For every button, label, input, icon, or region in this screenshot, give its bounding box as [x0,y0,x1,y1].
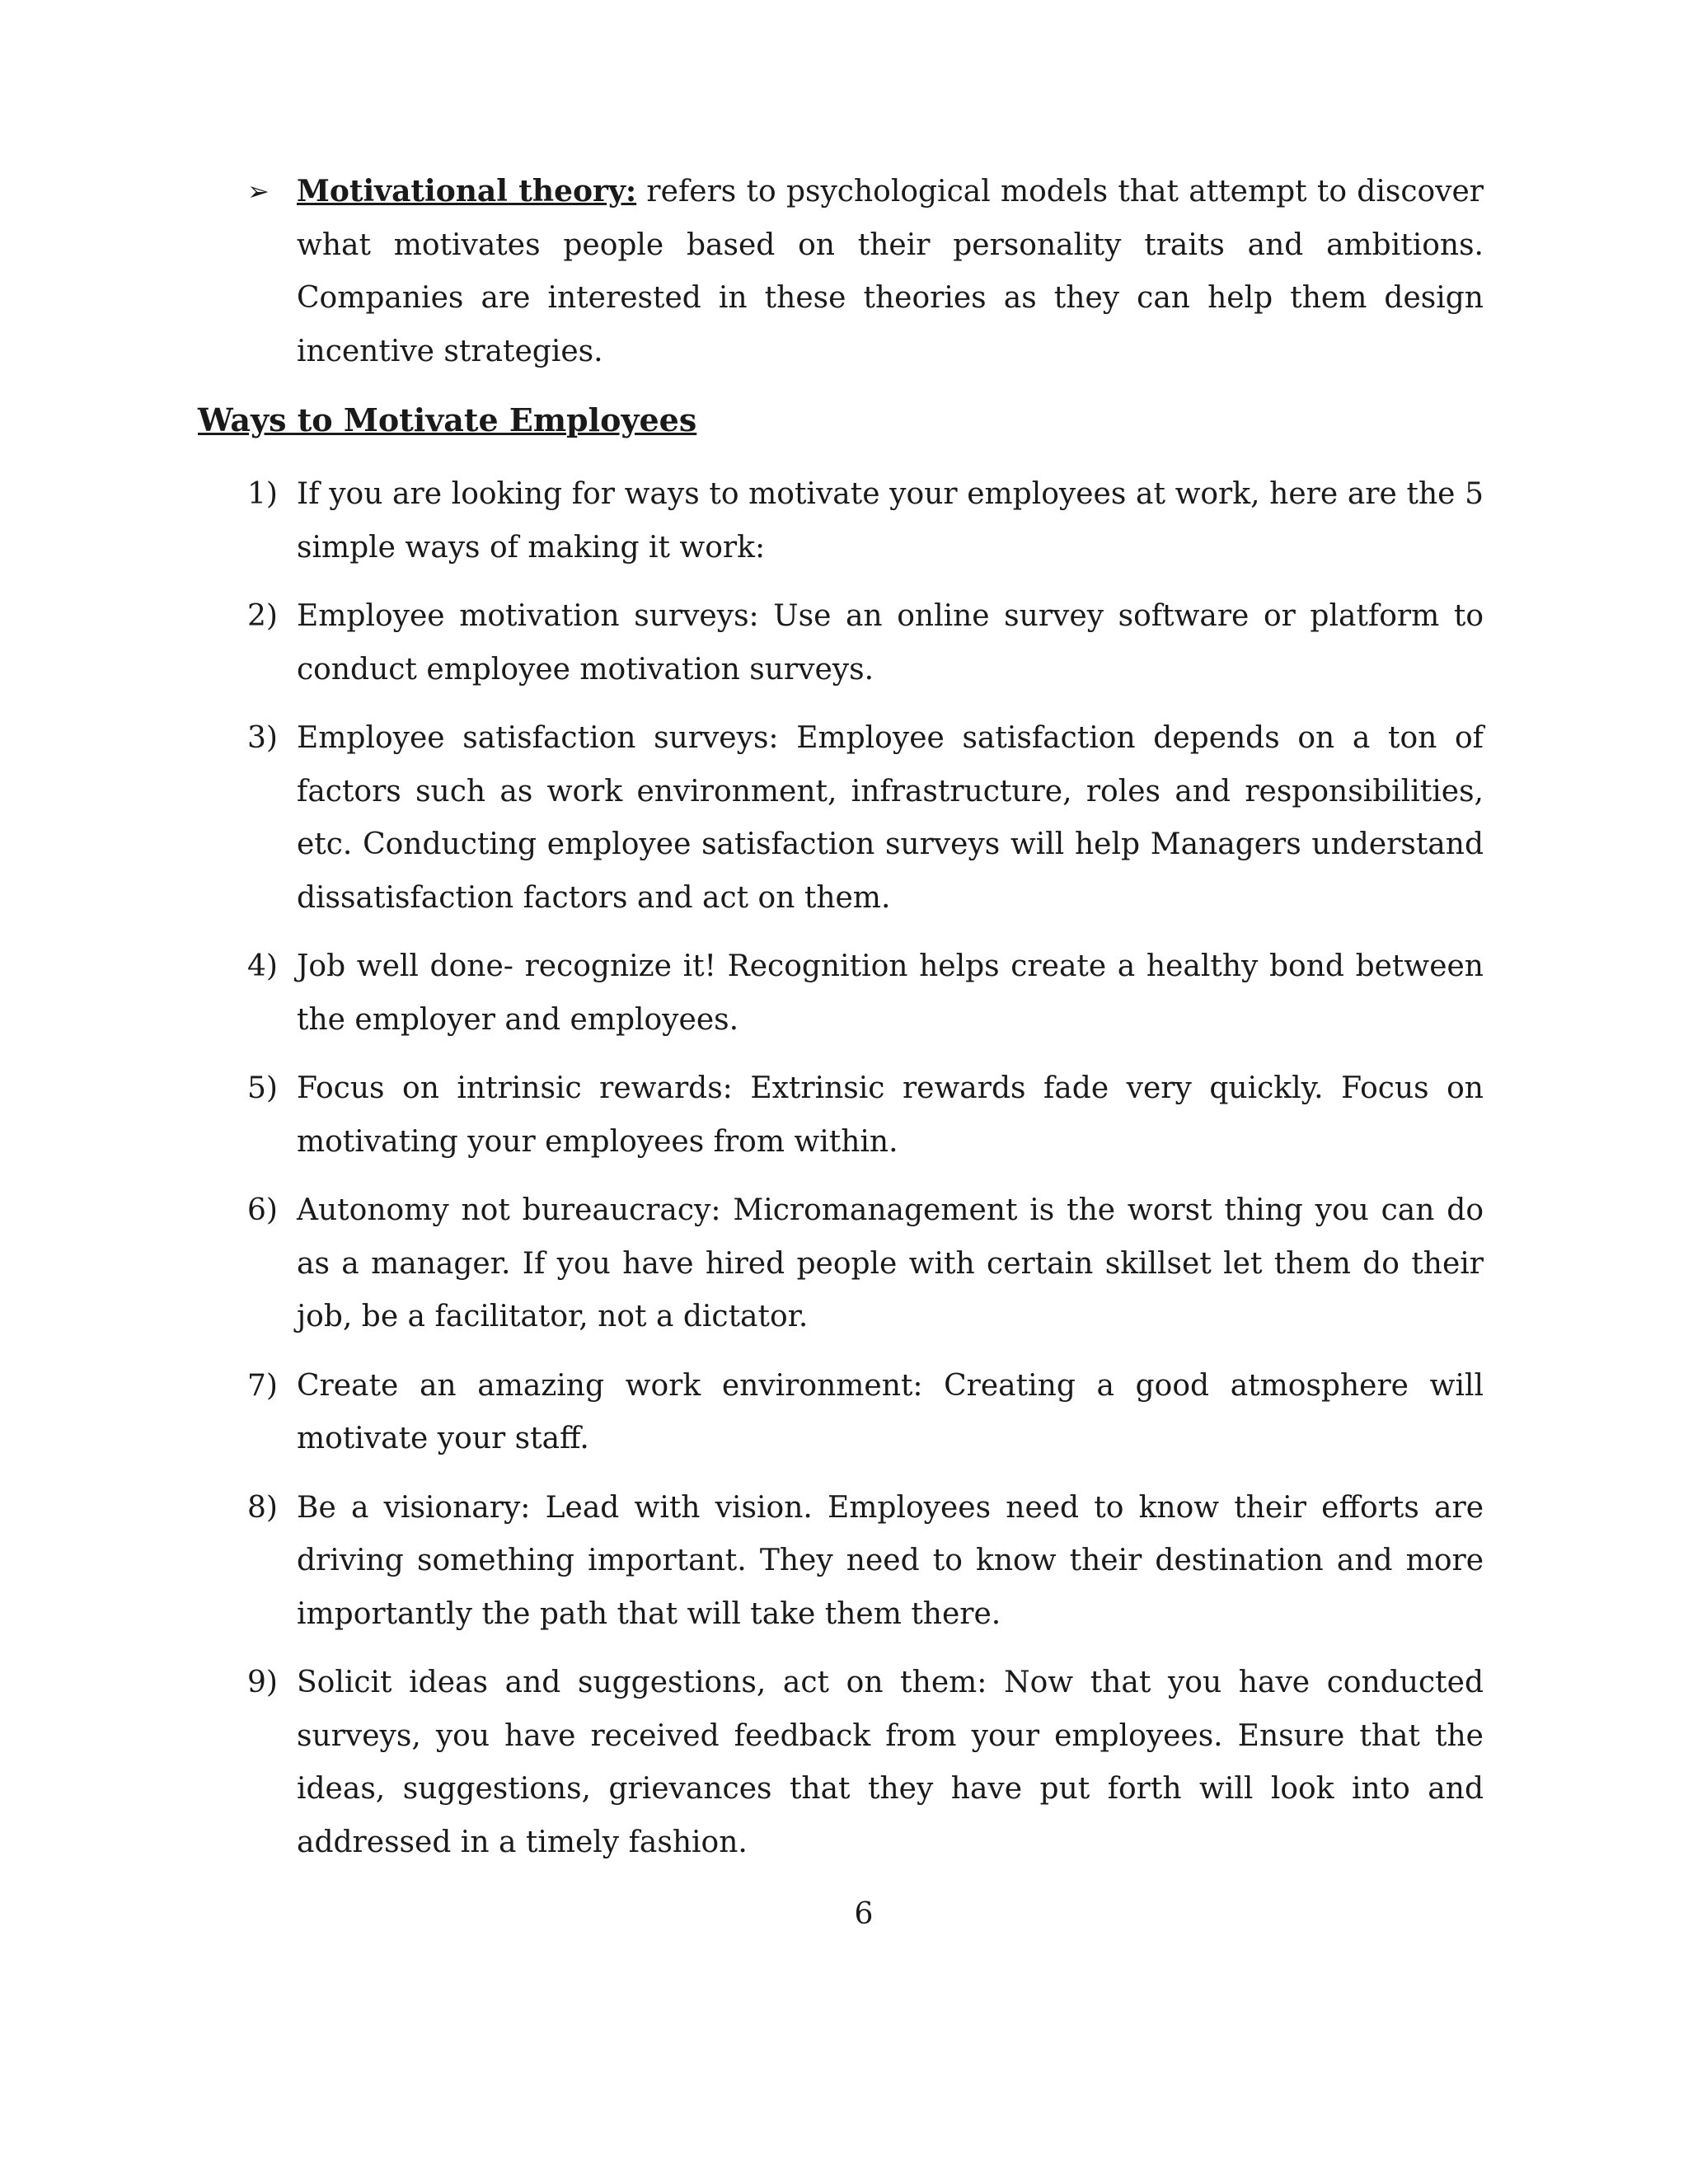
list-item-number: 9) [247,1666,278,1699]
list-item-number: 4) [247,949,278,983]
list-item-text: Employee motivation surveys: Use an online survey software or platform to conduct employee motivation surveys. [297,599,1484,687]
list-item [247,590,1484,696]
section-heading: Ways to Motivate Employees [198,401,697,438]
list-item [247,1360,1484,1466]
list-item-number: 5) [247,1071,278,1105]
list-item-text: If you are looking for ways to motivate your employees at work, here are the 5 simple ways of making it work: [297,477,1484,565]
list-item-number: 3) [247,721,278,755]
list-item-text: Autonomy not bureaucracy: Micromanagement is the worst thing you can do as a manager. If you have hired people with certain skillset let them do their job, be a facilitator, not a dictator. [297,1193,1484,1333]
list-item-number: 6) [247,1193,278,1227]
list-item [247,940,1484,1047]
arrow-bullet-icon: ➢ [247,176,270,207]
list-item-text: Create an amazing work environment: Creating a good atmosphere will motivate your staff. [297,1368,1484,1455]
bullet-paragraph [297,165,1484,378]
list-item-text: Focus on intrinsic rewards: Extrinsic rewards fade very quickly. Focus on motivating your employees from within. [297,1071,1484,1159]
list-item-text: Job well done- recognize it! Recognition helps create a healthy bond between the employer and employees. [297,949,1484,1037]
bullet-definition: refers to psychological models that attempt to discover what motivates people based on their personality traits and ambitions. Companies are interested in these theories as they can help them design incentive strategies. [297,175,1484,368]
list-item [247,1184,1484,1344]
list-item [247,1482,1484,1642]
list-item [247,1062,1484,1169]
list-item-number: 8) [247,1490,278,1525]
motivation-ways-list [247,468,1484,1885]
page-number: 6 [854,1897,874,1931]
list-item-number: 7) [247,1368,278,1403]
list-item-number: 1) [247,477,278,511]
bullet-term: Motivational theory: [297,174,637,209]
list-item [247,1657,1484,1869]
list-item [247,712,1484,925]
motivational-theory-bullet [247,165,1484,378]
list-item [247,468,1484,574]
list-item-text: Be a visionary: Lead with vision. Employees need to know their efforts are driving something important. They need to know their destination and more importantly the path that will take them there. [297,1490,1484,1631]
list-item-text: Solicit ideas and suggestions, act on them: Now that you have conducted surveys, you have received feedback from your employees. Ensure that the ideas, suggestions, grievances that they have put forth will look into and addressed in a timely fashion. [297,1666,1484,1859]
list-item-text: Employee satisfaction surveys: Employee satisfaction depends on a ton of factors such as work environment, infrastructure, roles and responsibilities, etc. Conducting employee satisfaction surveys will help Managers understand dissatisfaction factors and act on them. [297,721,1484,915]
list-item-number: 2) [247,599,278,633]
